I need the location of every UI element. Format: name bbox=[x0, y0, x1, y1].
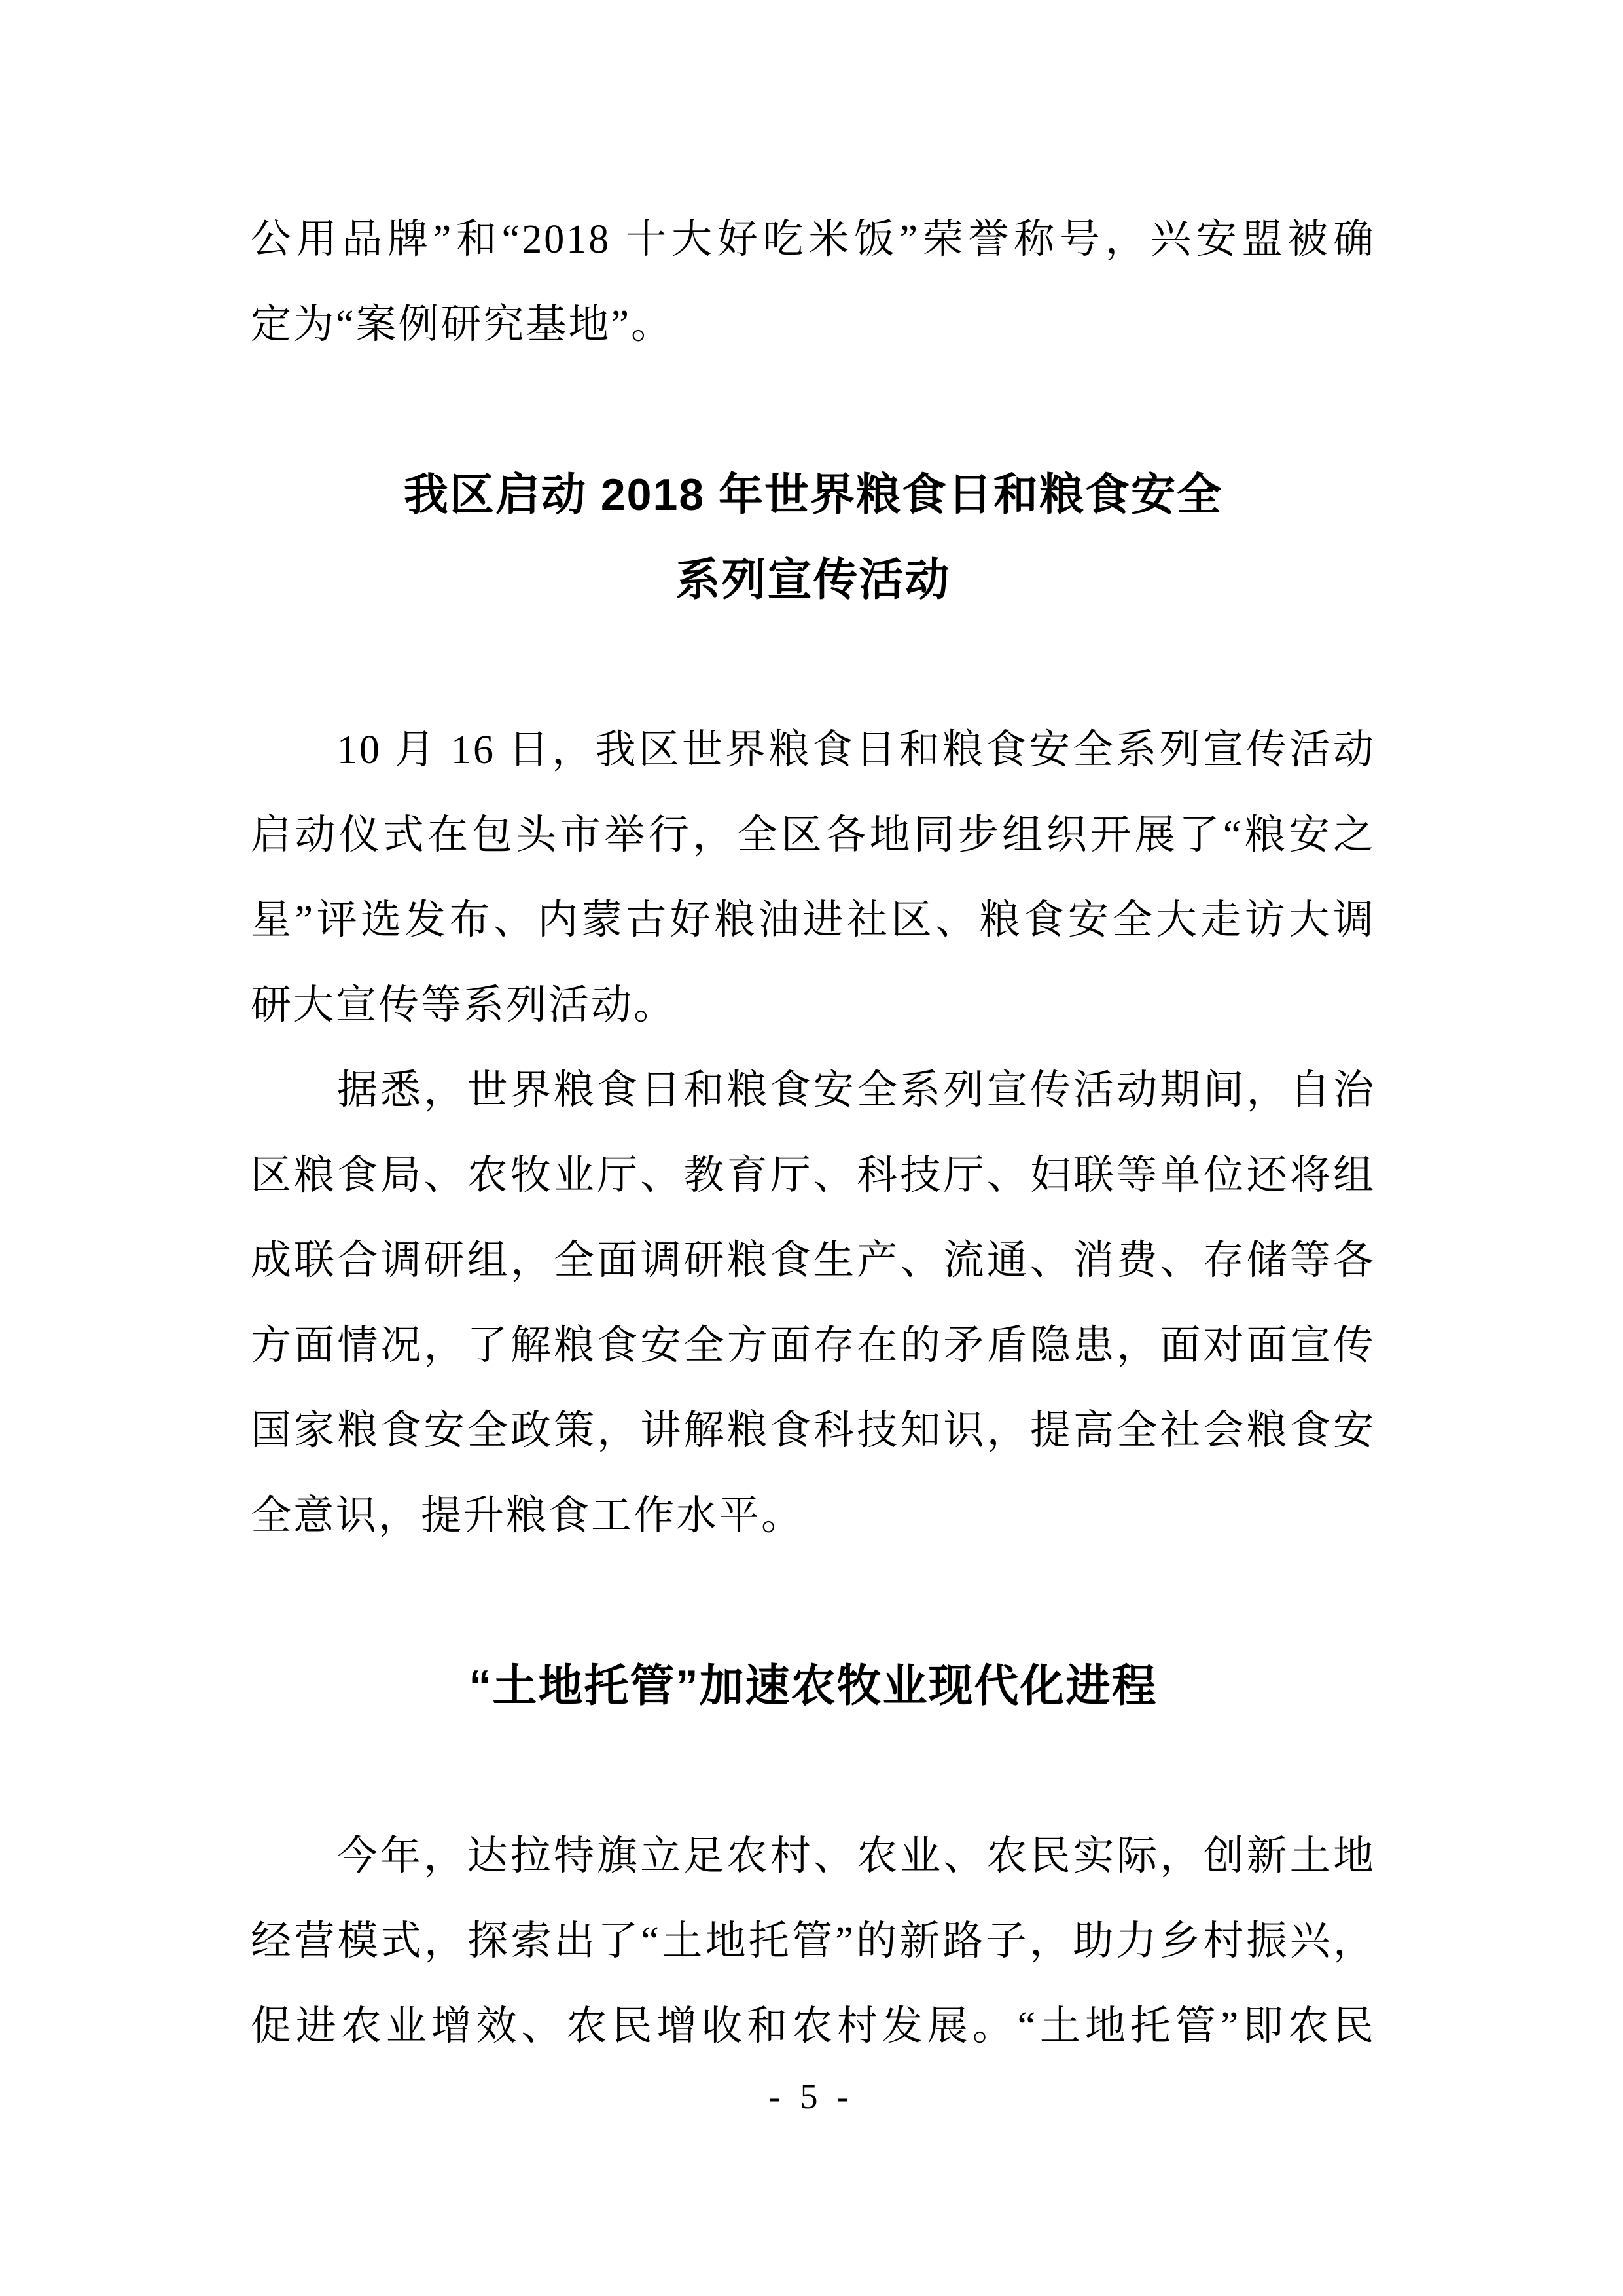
page-number: - 5 - bbox=[769, 2077, 854, 2116]
blank-line bbox=[251, 367, 1376, 452]
blank-line bbox=[251, 1729, 1376, 1814]
body-line: 方面情况，了解粮食安全方面存在的矛盾隐患，面对面宣传 bbox=[251, 1323, 1376, 1368]
body-line: 公用品牌”和“2018 十大好吃米饭”荣誉称号，兴安盟被确 bbox=[251, 217, 1376, 262]
body-line: 今年，达拉特旗立足农村、农业、农民实际，创新土地 bbox=[337, 1834, 1376, 1878]
body-line: 全意识，提升粮食工作水平。 bbox=[251, 1494, 804, 1538]
body-line: 10 月 16 日，我区世界粮食日和粮食安全系列宣传活动 bbox=[337, 728, 1376, 772]
section-heading-line: 系列宣传活动 bbox=[675, 555, 951, 605]
blank-line bbox=[251, 622, 1376, 708]
body-line: 据悉，世界粮食日和粮食安全系列宣传活动期间，自治 bbox=[337, 1068, 1376, 1113]
body-line: 成联合调研组，全面调研粮食生产、流通、消费、存储等各 bbox=[251, 1238, 1376, 1283]
blank-line bbox=[251, 1558, 1376, 1643]
body-line: 区粮食局、农牧业厅、教育厅、科技厅、妇联等单位还将组 bbox=[251, 1153, 1376, 1198]
section-heading-line: 我区启动 2018 年世界粮食日和粮食安全 bbox=[403, 470, 1223, 520]
body-line: 研大宣传等系列活动。 bbox=[251, 983, 677, 1028]
document-body bbox=[251, 197, 1376, 2069]
body-line: 启动仪式在包头市举行，全区各地同步组织开展了“粮安之 bbox=[251, 813, 1376, 857]
body-line: 促进农业增效、农民增收和农村发展。“土地托管”即农民 bbox=[251, 2004, 1376, 2049]
section-heading-line: “土地托管”加速农牧业现代化进程 bbox=[469, 1661, 1158, 1711]
body-line: 定为“案例研究基地”。 bbox=[251, 302, 674, 347]
body-line: 经营模式，探索出了“土地托管”的新路子，助力乡村振兴， bbox=[251, 1919, 1376, 1964]
body-line: 国家粮食安全政策，讲解粮食科技知识，提高全社会粮食安 bbox=[251, 1408, 1376, 1453]
body-line: 星”评选发布、内蒙古好粮油进社区、粮食安全大走访大调 bbox=[251, 898, 1376, 942]
